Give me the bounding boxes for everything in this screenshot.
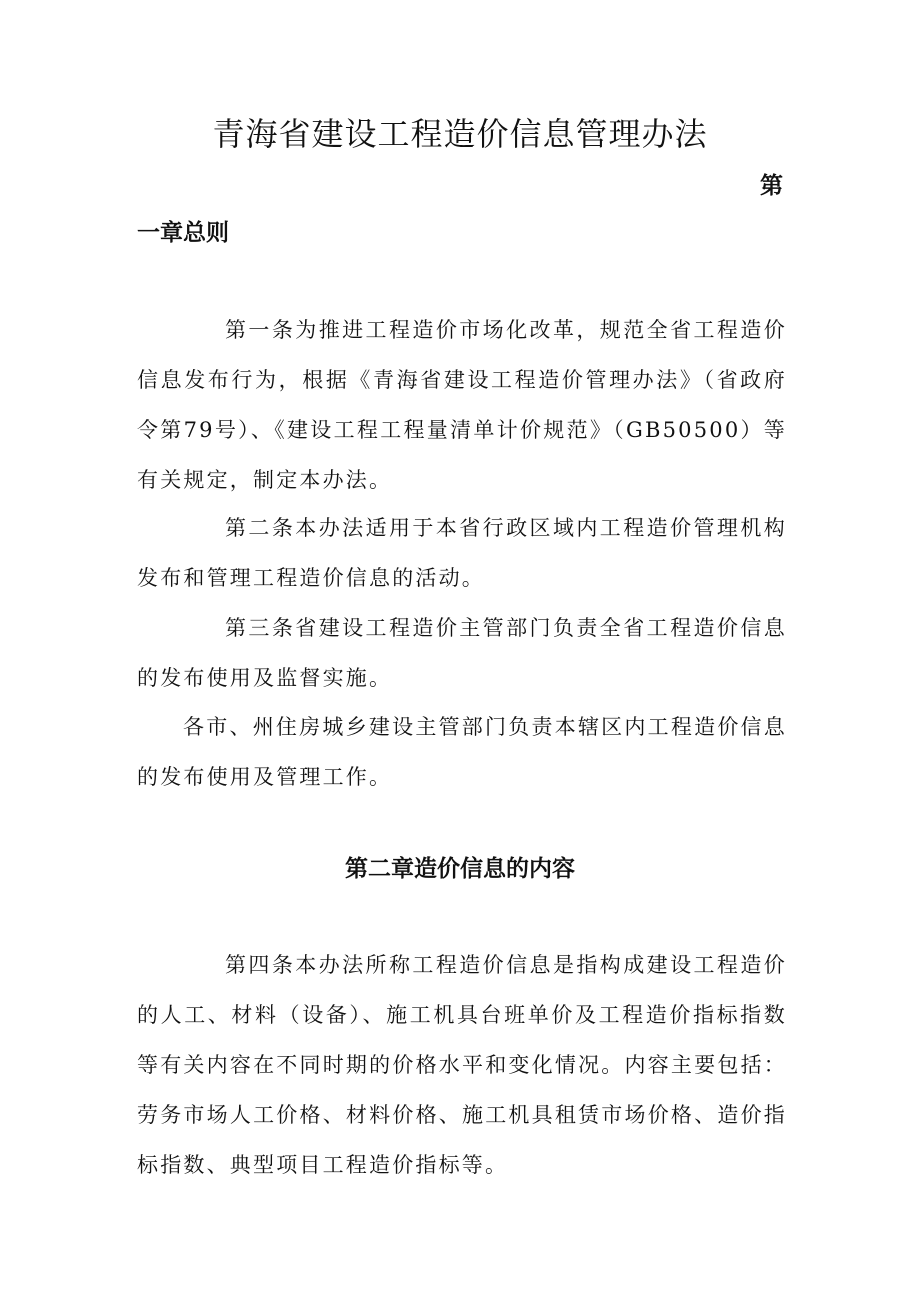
article-2-paragraph: 第二条本办法适用于本省行政区域内工程造价管理机构发布和管理工程造价信息的活动。 [137,516,787,590]
article-3-paragraph: 第三条省建设工程造价主管部门负责全省工程造价信息的发布使用及监督实施。 [137,616,787,690]
chapter-2-heading: 第二章造价信息的内容 [345,856,575,882]
article-3-continuation-paragraph: 各市、州住房城乡建设主管部门负责本辖区内工程造价信息的发布使用及管理工作。 [137,715,787,789]
article-1-paragraph: 第一条为推进工程造价市场化改革，规范全省工程造价信息发布行为，根据《青海省建设工程造价管理办法》（省政府令第79号）、《建设工程工程量清单计价规范》（GB50500）等有关规定，制定本办法。 [137,318,787,492]
document-title: 青海省建设工程造价信息管理办法 [212,115,708,153]
chapter-1-heading-end: 一章总则 [137,220,229,246]
article-4-paragraph: 第四条本办法所称工程造价信息是指构成建设工程造价的人工、材料（设备）、施工机具台班单价及工程造价指标指数等有关内容在不同时期的价格水平和变化情况。内容主要包括：劳务市场人工价格、材料价格、施工机具租赁市场价格、造价指标指数、典型项目工程造价指标等。 [137,953,787,1177]
chapter-1-heading-start: 第 [760,173,783,199]
